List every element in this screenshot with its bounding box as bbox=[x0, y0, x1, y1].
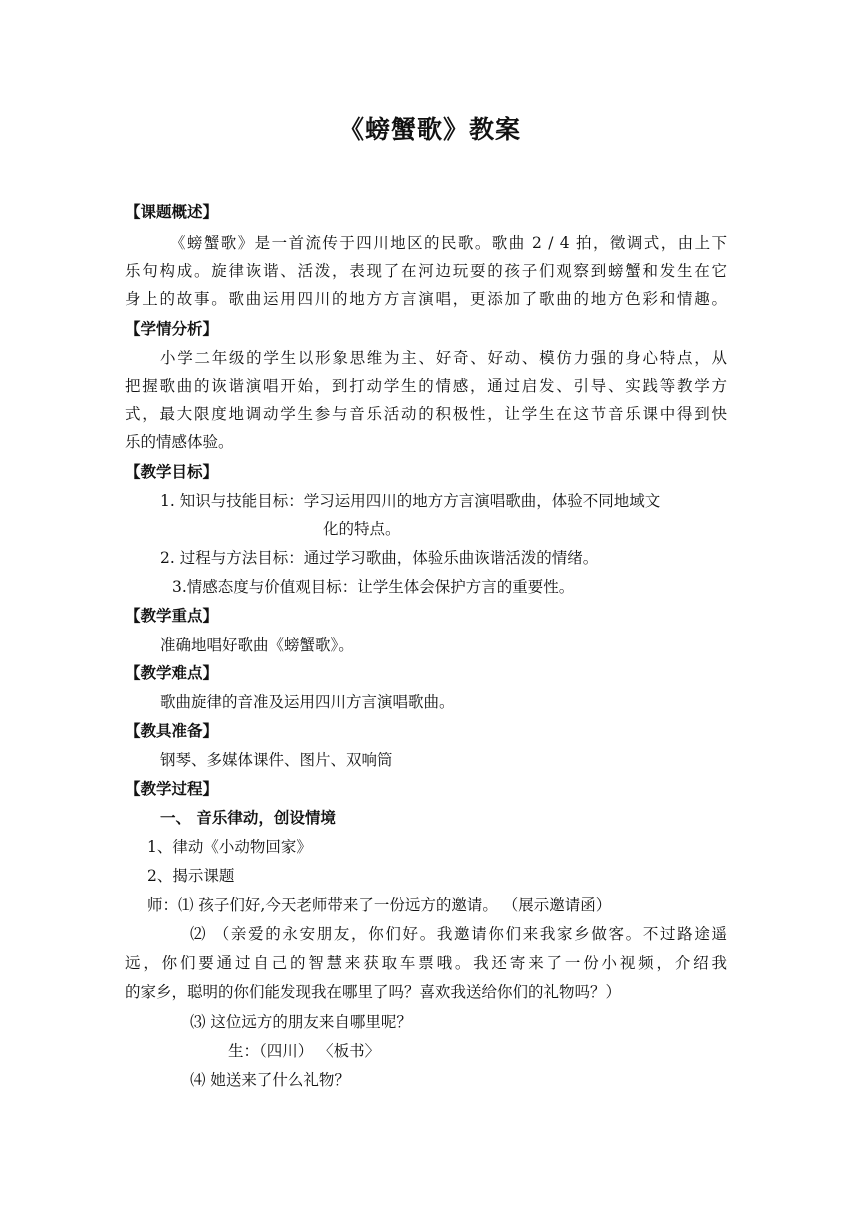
document-title: 《螃蟹歌》教案 bbox=[338, 115, 521, 144]
difficulty-text: 歌曲旋律的音准及运用四川方言演唱歌曲。 bbox=[160, 693, 455, 711]
analysis-line-2: 把握歌曲的诙谐演唱开始，到打动学生的情感，通过启发、引导、实践等教学方 bbox=[125, 377, 727, 395]
goal-item-3: 3.情感态度与价值观目标：让学生体会保护方言的重要性。 bbox=[172, 578, 575, 596]
process-item-1: 1、律动《小动物回家》 bbox=[147, 838, 312, 856]
overview-line-2: 乐句构成。旋律诙谐、活泼，表现了在河边玩耍的孩子们观察到螃蟹和发生在它 bbox=[125, 262, 727, 280]
question-3: ⑶ 这位远方的朋友来自哪里呢？ bbox=[190, 1013, 412, 1031]
analysis-line-3: 式，最大限度地调动学生参与音乐活动的积极性，让学生在这节音乐课中得到快 bbox=[125, 405, 727, 423]
heading-key-point: 【教学重点】 bbox=[125, 607, 219, 625]
analysis-line-1: 小学二年级的学生以形象思维为主、好奇、好动、模仿力强的身心特点，从 bbox=[160, 349, 727, 367]
invitation-line-2: 远，你们要通过自己的智慧来获取车票哦。我还寄来了一份小视频，介绍我 bbox=[125, 954, 727, 972]
overview-line-1: 《螃蟹歌》是一首流传于四川地区的民歌。歌曲 2 / 4 拍，徵调式，由上下 bbox=[170, 234, 727, 252]
student-answer: 生：（四川） 〈板书〉 bbox=[228, 1042, 381, 1060]
heading-difficulty: 【教学难点】 bbox=[125, 664, 219, 682]
teacher-line: 师：⑴ 孩子们好,今天老师带来了一份远方的邀请。 （展示邀请函） bbox=[147, 896, 612, 914]
key-point-text: 准确地唱好歌曲《螃蟹歌》。 bbox=[160, 636, 354, 654]
process-step-one: 一、 音乐律动，创设情境 bbox=[160, 809, 336, 827]
invitation-line-1: ⑵ （亲爱的永安朋友，你们好。我邀请你们来我家乡做客。不过路途遥 bbox=[190, 925, 727, 943]
heading-analysis: 【学情分析】 bbox=[125, 320, 219, 338]
heading-materials: 【教具准备】 bbox=[125, 722, 219, 740]
heading-overview: 【课题概述】 bbox=[125, 203, 219, 221]
process-item-2: 2、揭示课题 bbox=[147, 867, 235, 885]
heading-process: 【教学过程】 bbox=[125, 780, 219, 798]
heading-goals: 【教学目标】 bbox=[125, 463, 219, 481]
overview-line-3: 身上的故事。歌曲运用四川的地方方言演唱，更添加了歌曲的地方色彩和情趣。 bbox=[125, 290, 727, 308]
goal-item-2: 2. 过程与方法目标：通过学习歌曲，体验乐曲诙谐活泼的情绪。 bbox=[160, 549, 599, 567]
invitation-line-3: 的家乡，聪明的你们能发现我在哪里了吗？喜欢我送给你们的礼物吗？） bbox=[125, 983, 622, 1001]
question-4: ⑷ 她送来了什么礼物？ bbox=[190, 1071, 350, 1089]
goal-item-1: 1. 知识与技能目标：学习运用四川的地方方言演唱歌曲，体验不同地域文 bbox=[160, 492, 661, 510]
goal-item-1-cont: 化的特点。 bbox=[323, 520, 401, 538]
analysis-line-4: 乐的情感体验。 bbox=[125, 433, 234, 451]
materials-text: 钢琴、多媒体课件、图片、双响筒 bbox=[160, 751, 393, 769]
